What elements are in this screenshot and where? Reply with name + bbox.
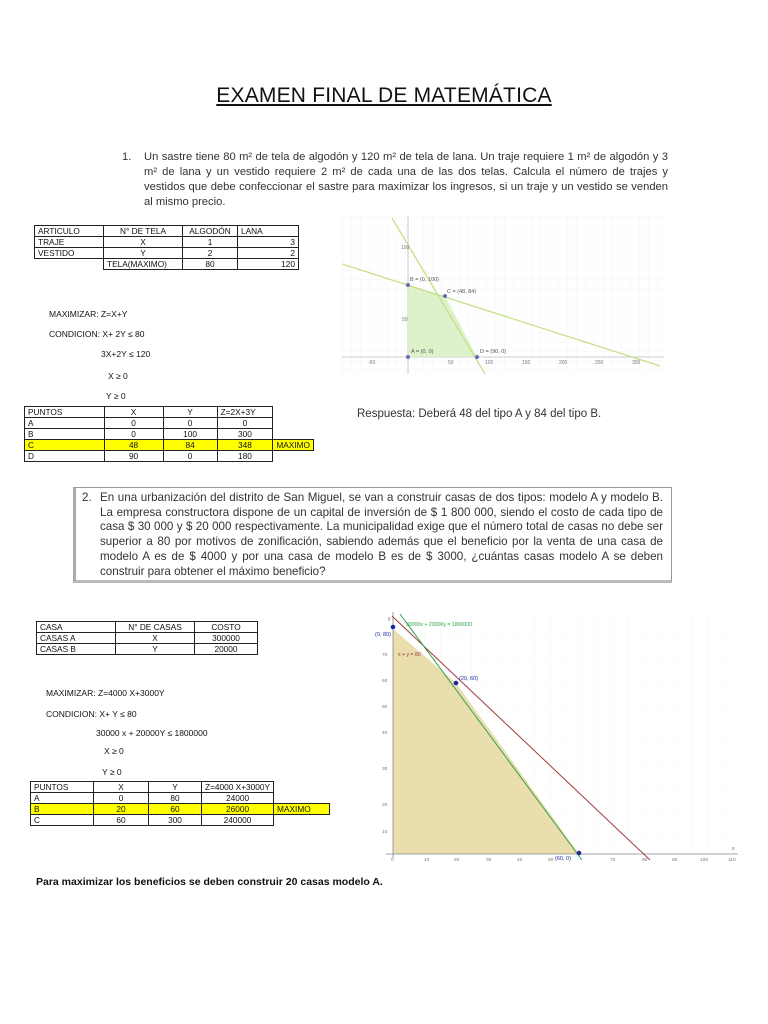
x-axis-label: x [732,846,735,852]
question-1 [122,150,668,210]
point-label: C = (48, 84) [447,289,477,295]
x-tick-label: 10 [424,858,430,863]
x-tick-label: 200 [559,360,568,366]
table-cell: A [25,418,105,429]
q1-points-table [24,406,314,462]
x-tick-label: 90 [672,858,678,863]
table-cell: B [31,804,94,815]
question-2-number: 2. [82,491,92,504]
y-tick-label: 100 [401,245,410,251]
page-title: EXAMEN FINAL DE MATEMÁTICA [216,84,552,107]
table-header: Z=2X+3Y [217,407,273,418]
table-cell [35,259,104,270]
q2-constraint-2: 30000 x + 20000Y ≤ 1800000 [96,728,208,738]
x-tick-label: 110 [728,858,736,863]
point-a [391,625,396,630]
q1-answer: Respuesta: Deberá 48 del tipo A y 84 del tipo B. [357,408,602,420]
x-tick-label: 40 [517,858,523,863]
point-a [406,355,410,359]
y-tick-label: 40 [382,731,388,736]
table-cell: 20 [94,804,149,815]
table-header [274,782,330,793]
q1-constraint-4: Y ≥ 0 [106,391,126,401]
table-cell: B [25,429,105,440]
point-b [454,681,459,686]
table-cell [274,815,330,826]
table-cell: 300 [217,429,273,440]
max-label: MAXIMO [274,804,330,815]
table-header: N° DE CASAS [116,622,195,633]
y-tick-label: 70 [382,653,388,658]
table-cell: 0 [94,793,149,804]
question-2-text: En una urbanización del distrito de San Miguel, se van a construir casas de dos tipos: modelo A y modelo B. La empresa constructora dispone de un capital de inversión de $ 1 800 000, siendo el costo de cada tipo de casa $ 30 000 y $ 20 000 respectivamente. La municipalidad exige que el número total de casas no debe ser superior a 80 por motivos de zonificación, sabiendo además que el beneficio por la venta de una casa de modelo A es de $ 4000 y por una casa de modelo B es de $ 3000, ¿cuántas casas modelo A se deben construir para obtener el máximo beneficio? [100,491,663,578]
table-cell: X [116,633,195,644]
y-tick-label: 20 [382,803,388,808]
table-header: Y [163,407,217,418]
y-axis-label: y [388,616,391,622]
q2-points-table [30,781,330,826]
table-cell: 100 [163,429,217,440]
table-cell: 2 [238,248,299,259]
table-cell: D [25,451,105,462]
table-cell: 3 [238,237,299,248]
y-tick-label: 50 [402,317,408,323]
q2-constraint-3: X ≥ 0 [104,746,124,756]
table-cell: C [25,440,105,451]
table-cell: 0 [163,451,217,462]
table-cell [273,429,314,440]
table-cell: CASAS B [37,644,116,655]
table-cell: 2 [183,248,238,259]
x-tick-label: 50 [448,360,454,366]
q2-condition: CONDICION: X+ Y ≤ 80 [46,709,137,719]
table-cell: 0 [217,418,273,429]
x-tick-label: 0 [391,858,394,863]
x-tick-label: 150 [522,360,531,366]
table-cell: 180 [217,451,273,462]
table-cell: 90 [104,451,163,462]
q1-graph [342,216,664,374]
x-tick-label: 50 [548,858,554,863]
table-cell: CASAS A [37,633,116,644]
max-label: MAXIMO [273,440,314,451]
x-tick-label: 20 [454,858,460,863]
y-tick-label: 60 [382,679,388,684]
table-cell: 84 [163,440,217,451]
table-cell: 26000 [202,804,274,815]
table-cell: 300 [149,815,202,826]
x-tick-label: 30 [486,858,492,863]
q2-data-table [36,621,258,655]
q2-conclusion: Para maximizar los beneficios se deben construir 20 casas modelo A. [36,876,383,888]
y-tick-label: 30 [382,767,388,772]
point-label: D = (90, 0) [480,349,507,355]
x-tick-label: -50 [368,360,376,366]
q2-maximize: MAXIMIZAR: Z=4000 X+3000Y [46,688,165,698]
table-cell: 348 [217,440,273,451]
y-tick-label: 10 [382,830,388,835]
table-header: LANA [238,226,299,237]
table-cell: 20000 [195,644,258,655]
table-cell: 240000 [202,815,274,826]
table-header: Y [149,782,202,793]
table-header: X [104,407,163,418]
table-cell: TRAJE [35,237,104,248]
table-header: PUNTOS [31,782,94,793]
x-tick-label: 250 [595,360,604,366]
table-cell: 60 [94,815,149,826]
table-header: COSTO [195,622,258,633]
table-header [273,407,314,418]
question-2 [82,491,663,579]
green-line-label: 30000x + 20000y = 1800000 [406,622,473,628]
table-cell: A [31,793,94,804]
table-header: CASA [37,622,116,633]
table-cell: 60 [149,804,202,815]
table-cell: 0 [104,429,163,440]
x-tick-label: 100 [700,858,709,863]
table-cell: 0 [163,418,217,429]
point-b [406,283,410,287]
table-cell: TELA(MAXIMO) [104,259,183,270]
point-label: (60, 0) [555,856,571,862]
table-header: N° DE TELA [104,226,183,237]
q1-maximize: MAXIMIZAR: Z=X+Y [49,309,128,319]
table-cell: C [31,815,94,826]
point-label: A = (0, 0) [411,349,434,355]
point-d [475,355,479,359]
table-cell [274,793,330,804]
table-header: ARTICULO [35,226,104,237]
x-tick-label: 80 [642,858,648,863]
question-1-number: 1. [122,151,132,163]
table-cell: 48 [104,440,163,451]
point-label: (20, 60) [459,676,478,682]
q1-data-table [34,225,299,270]
point-c [577,851,582,856]
table-cell: 300000 [195,633,258,644]
q1-constraint-2: 3X+2Y ≤ 120 [101,349,151,359]
point-label: (0, 80) [375,632,391,638]
x-tick-label: 100 [485,360,494,366]
table-cell: 120 [238,259,299,270]
table-header: ALGODÓN [183,226,238,237]
table-cell: 80 [149,793,202,804]
question-1-text: Un sastre tiene 80 m² de tela de algodón y 120 m² de tela de lana. Un traje requiere 1 m² de algodón y 3 m² de lana y un vestido requiere 2 m² de cada una de las dos telas. Calcula el número de trajes y vestidos que debe confeccionar el sastre para maximizar los ingresos, si un traje y un vestido se venden al mismo precio. [144,151,668,208]
q2-constraint-4: Y ≥ 0 [102,767,122,777]
table-header: PUNTOS [25,407,105,418]
q2-graph [368,612,740,866]
table-cell [273,451,314,462]
q1-constraint-3: X ≥ 0 [108,371,128,381]
table-cell: Y [104,248,183,259]
table-cell: Y [116,644,195,655]
x-tick-label: 300 [632,360,641,366]
q1-condition: CONDICION: X+ 2Y ≤ 80 [49,329,145,339]
point-label: B = (0, 100) [410,277,439,283]
table-cell [273,418,314,429]
table-cell: VESTIDO [35,248,104,259]
table-header: Z=4000 X+3000Y [202,782,274,793]
red-line-label: x + y = 80 [398,652,421,658]
y-tick-label: 50 [382,705,388,710]
table-cell: 24000 [202,793,274,804]
table-cell: 80 [183,259,238,270]
table-cell: 0 [104,418,163,429]
table-cell: X [104,237,183,248]
table-header: X [94,782,149,793]
x-tick-label: 70 [610,858,616,863]
table-cell: 1 [183,237,238,248]
